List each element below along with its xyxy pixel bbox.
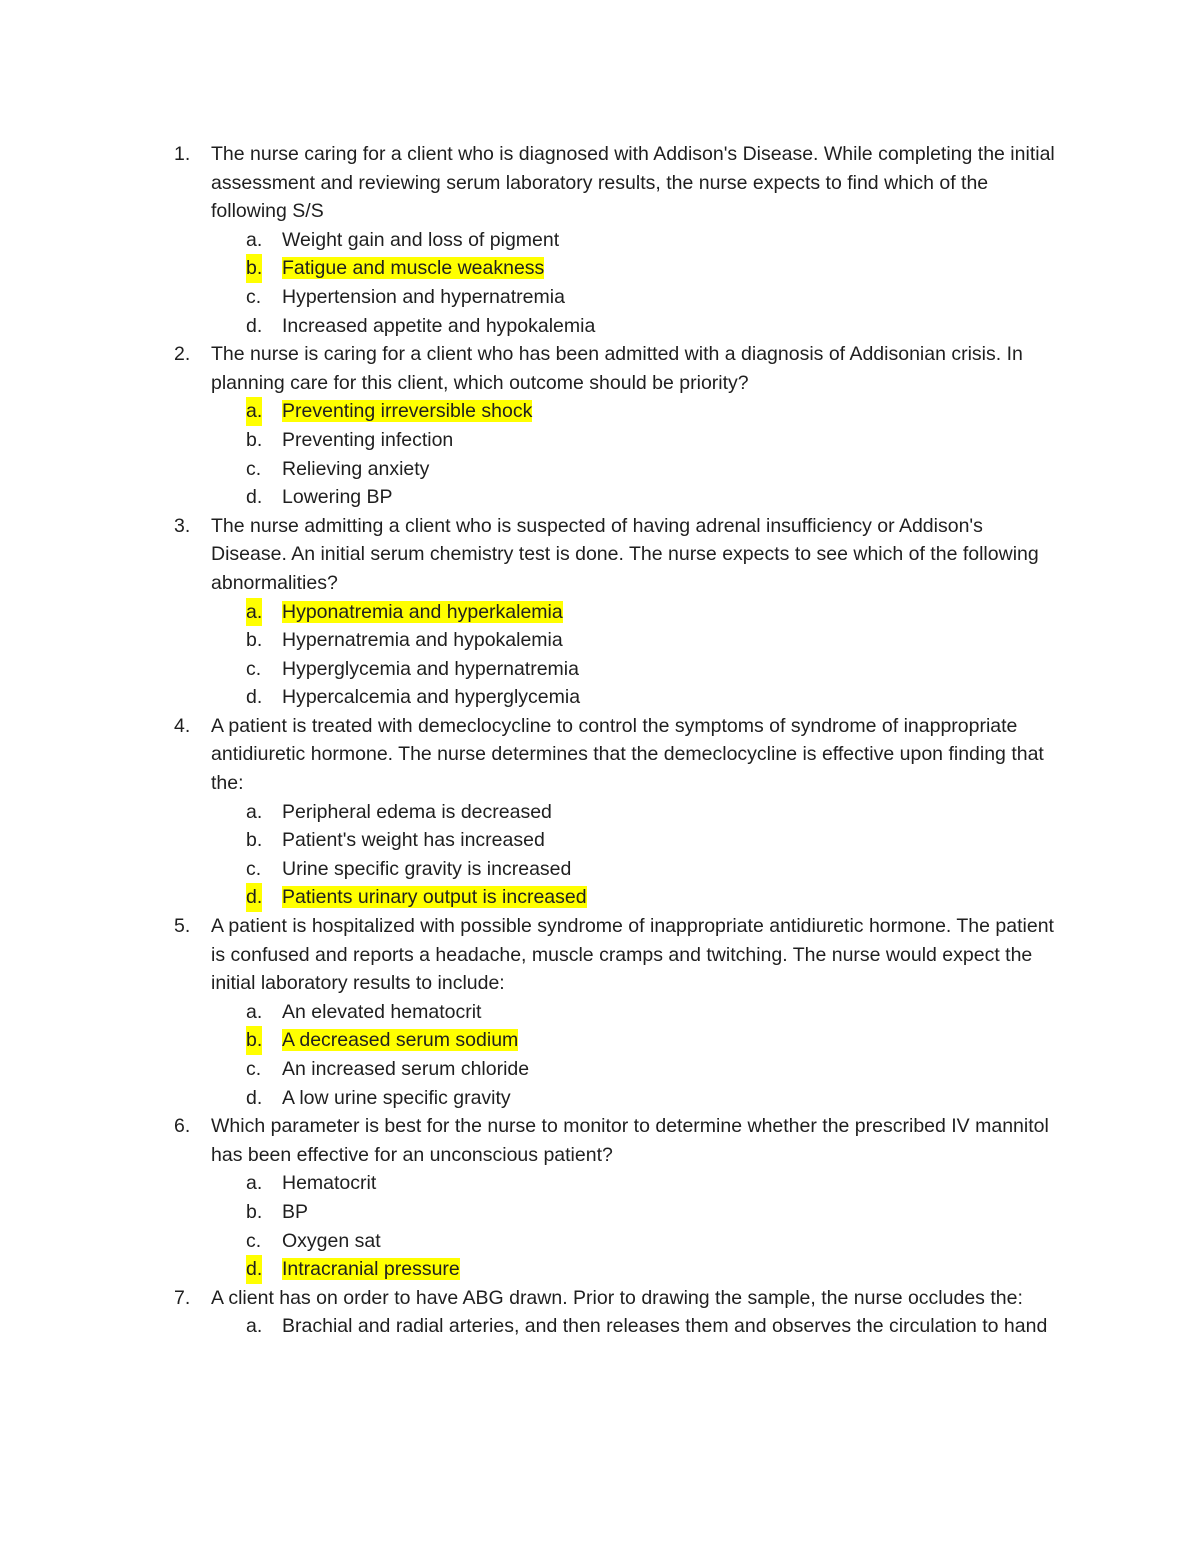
option-c (0, 1227, 1062, 1256)
option-b-highlighted (0, 254, 1062, 283)
question-6 (0, 1112, 1061, 1169)
option-letter: b. (246, 428, 263, 451)
option-c (0, 283, 1062, 312)
question-5 (0, 912, 1061, 998)
option-letter: d. (246, 486, 263, 509)
options-list (0, 397, 1200, 511)
option-letter: c. (246, 457, 262, 480)
option-d-highlighted (0, 1255, 1062, 1284)
option-a (0, 1169, 1062, 1198)
option-letter: c. (246, 657, 262, 680)
option-b (0, 626, 1062, 655)
option-letter: a. (246, 228, 263, 251)
option-text: Intracranial pressure (282, 1258, 460, 1281)
option-text: An elevated hematocrit (282, 1000, 482, 1023)
option-text: Peripheral edema is decreased (282, 800, 552, 823)
option-d (0, 1084, 1062, 1113)
question-number: 5. (174, 915, 191, 938)
option-letter: a. (246, 1000, 263, 1023)
option-c (0, 1055, 1062, 1084)
option-letter: b. (246, 1026, 262, 1055)
option-a (0, 1312, 1062, 1341)
option-text: Preventing irreversible shock (282, 400, 533, 423)
option-c (0, 655, 1062, 684)
option-text: Hyponatremia and hyperkalemia (282, 600, 563, 623)
question-2 (0, 340, 1061, 397)
option-a (0, 798, 1062, 827)
question-text: The nurse admitting a client who is suspected of having adrenal insufficiency or Addison's Disease. An initial serum chemistry test is done. The nurse expects to see which of the following abnormalities? (211, 514, 1039, 594)
option-letter: c. (246, 285, 262, 308)
question-number: 6. (174, 1115, 191, 1138)
option-d (0, 483, 1062, 512)
option-b-highlighted (0, 1026, 1062, 1055)
option-d (0, 683, 1062, 712)
option-text: Weight gain and loss of pigment (282, 228, 560, 251)
option-text: A low urine specific gravity (282, 1086, 511, 1109)
option-b (0, 826, 1062, 855)
question-number: 7. (174, 1286, 191, 1309)
option-letter: a. (246, 397, 262, 426)
question-1 (0, 140, 1061, 226)
question-text: A client has on order to have ABG drawn. Prior to drawing the sample, the nurse occludes the: (211, 1286, 1023, 1309)
option-c (0, 455, 1062, 484)
option-text: Hyperglycemia and hypernatremia (282, 657, 579, 680)
option-text: Increased appetite and hypokalemia (282, 314, 596, 337)
option-a (0, 226, 1062, 255)
option-letter: b. (246, 254, 262, 283)
option-text: Hypernatremia and hypokalemia (282, 629, 563, 652)
option-text: An increased serum chloride (282, 1058, 530, 1080)
option-text: Hypertension and hypernatremia (282, 285, 565, 308)
option-letter: d. (246, 1255, 262, 1284)
question-3 (0, 512, 1061, 598)
option-text: Oxygen sat (282, 1229, 381, 1252)
question-7 (0, 1284, 1061, 1313)
option-letter: a. (246, 1172, 263, 1195)
option-text: A decreased serum sodium (282, 1029, 519, 1052)
option-letter: a. (246, 800, 263, 823)
options-list (0, 226, 1200, 340)
option-letter: d. (246, 314, 263, 337)
option-a-highlighted (0, 598, 1062, 627)
option-letter: a. (246, 598, 262, 627)
question-text: The nurse caring for a client who is diagnosed with Addison's Disease. While completing the initial assessment and reviewing serum laboratory results, the nurse expects to find which of the following S/S (211, 143, 1055, 223)
option-text: Lowering BP (282, 486, 393, 509)
question-text: Which parameter is best for the nurse to monitor to determine whether the prescribed IV mannitol has been effective for an unconscious patient? (211, 1115, 1049, 1166)
question-number: 1. (174, 143, 191, 165)
option-letter: b. (246, 629, 263, 652)
option-d-highlighted (0, 883, 1062, 912)
options-list (0, 1312, 1200, 1341)
question-4 (0, 712, 1061, 798)
option-letter: a. (246, 1315, 263, 1338)
option-letter: b. (246, 1200, 263, 1223)
option-letter: c. (246, 1058, 262, 1080)
option-text: BP (282, 1200, 309, 1223)
question-text: The nurse is caring for a client who has been admitted with a diagnosis of Addisonian crisis. In planning care for this client, which outcome should be priority? (211, 343, 1023, 394)
option-letter: c. (246, 857, 262, 880)
option-c (0, 855, 1062, 884)
question-text: A patient is hospitalized with possible syndrome of inappropriate antidiuretic hormone. The patient is confused and reports a headache, muscle cramps and twitching. The nurse would expect the initial laboratory results to include: (211, 915, 1054, 995)
option-letter: c. (246, 1229, 262, 1252)
options-list (0, 998, 1200, 1112)
option-text: Relieving anxiety (282, 457, 430, 480)
options-list (0, 798, 1200, 912)
option-b (0, 426, 1062, 455)
options-list (0, 1169, 1200, 1283)
option-text: Hypercalcemia and hyperglycemia (282, 686, 581, 709)
question-number: 2. (174, 343, 191, 366)
option-a-highlighted (0, 397, 1062, 426)
question-number: 4. (174, 714, 191, 737)
option-letter: d. (246, 1086, 263, 1109)
option-letter: d. (246, 883, 262, 912)
question-text: A patient is treated with demeclocycline to control the symptoms of syndrome of inappropriate antidiuretic hormone. The nurse determines that the demeclocycline is effective upon finding that the: (211, 714, 1044, 795)
document-page (0, 140, 1200, 1341)
option-text: Patient's weight has increased (282, 829, 545, 852)
option-a (0, 998, 1062, 1027)
option-text: Fatigue and muscle weakness (282, 257, 545, 280)
option-letter: d. (246, 686, 263, 709)
option-d (0, 312, 1062, 341)
option-text: Preventing infection (282, 428, 454, 451)
options-list (0, 598, 1200, 712)
option-text: Urine specific gravity is increased (282, 857, 572, 880)
option-text: Patients urinary output is increased (282, 886, 587, 909)
question-number: 3. (174, 514, 191, 537)
option-b (0, 1198, 1062, 1227)
option-text: Brachial and radial arteries, and then releases them and observes the circulation to hand (282, 1315, 1048, 1338)
option-text: Hematocrit (282, 1172, 377, 1195)
option-letter: b. (246, 829, 263, 852)
